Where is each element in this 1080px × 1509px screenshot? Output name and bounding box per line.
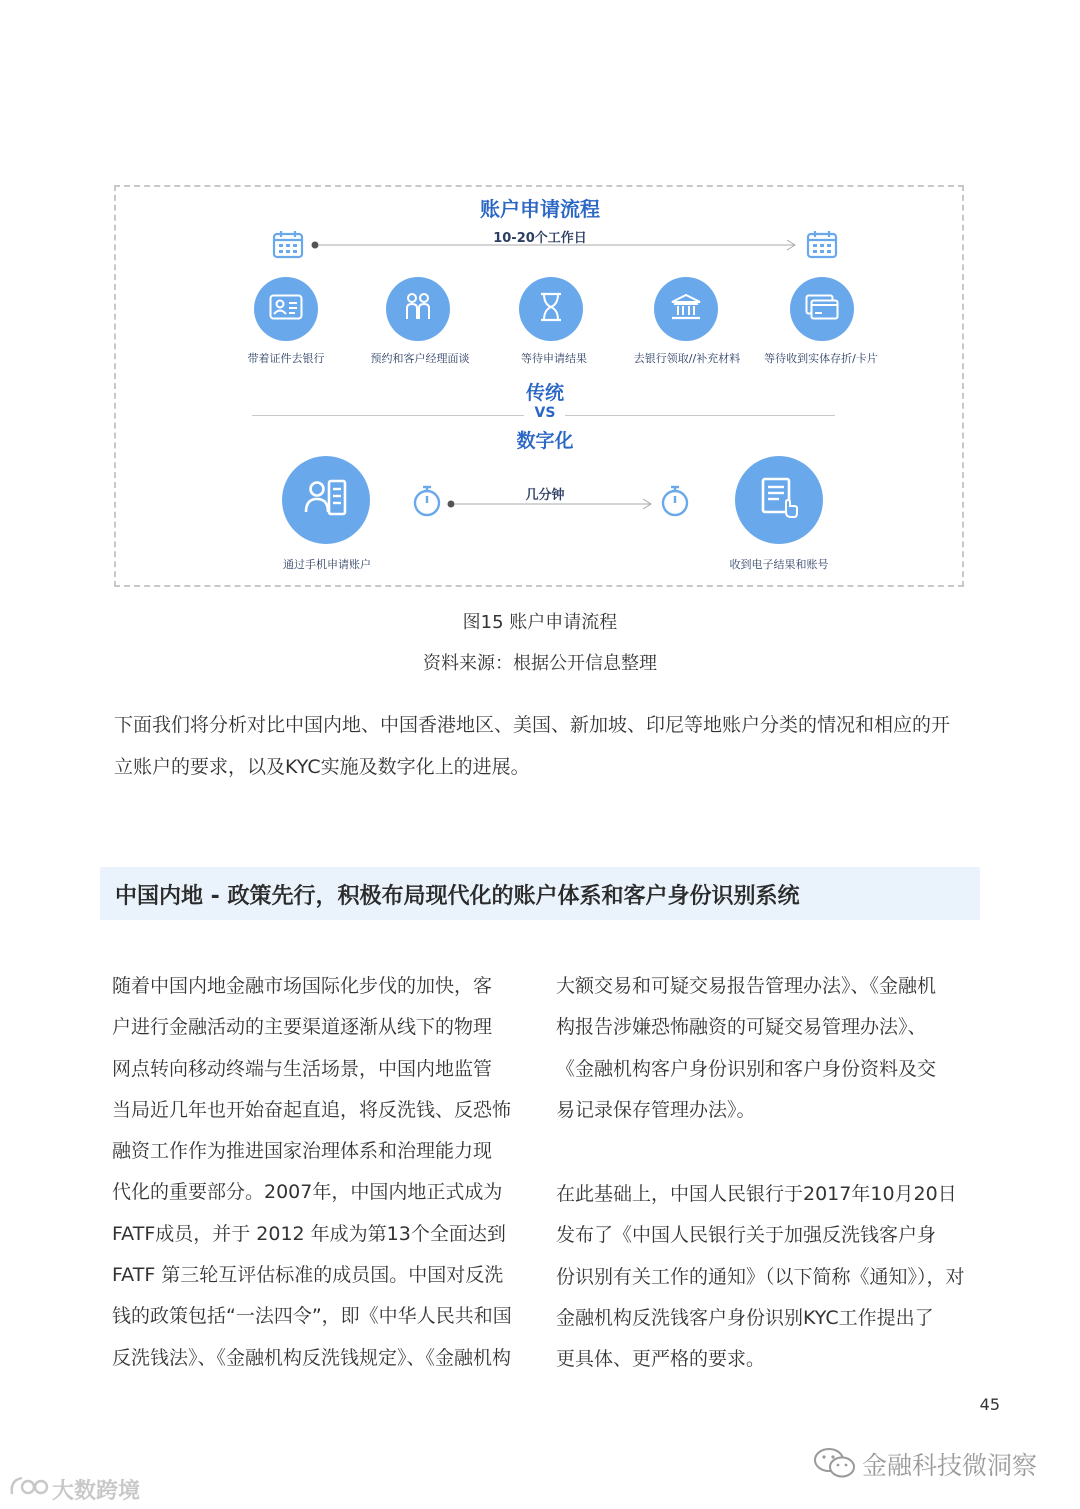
text-line: FATF成员，并于 2012 年成为第13个全面达到 (112, 1222, 506, 1245)
text-line: 在此基础上，中国人民银行于2017年10月20日 (556, 1183, 957, 1205)
text-line: 代化的重要部分。2007年，中国内地正式成为 (112, 1181, 503, 1204)
step-circle-people (386, 277, 450, 341)
hourglass-icon (539, 292, 563, 326)
figure-source: 资料来源：根据公开信息整理 (423, 653, 657, 674)
watermark-left: 大数跨境 (52, 1479, 141, 1504)
traditional-label: 传统 (525, 382, 564, 404)
step-circle-card (790, 277, 854, 341)
vs-divider-left (252, 415, 524, 416)
stopwatch-end-icon (660, 485, 690, 521)
step-circle-hourglass (519, 277, 583, 341)
text-line: 随着中国内地金融市场国际化步伐的加快，客 (112, 975, 493, 997)
text-line: 更具体、更严格的要求。 (556, 1348, 766, 1371)
step-label-4: 去银行领取//补充材料 (633, 352, 741, 365)
step-circle-id-card (254, 277, 318, 341)
duration-traditional: 10-20个工作日 (493, 231, 587, 246)
page-number: 45 (979, 1395, 1000, 1414)
text-line: 当局近几年也开始奋起直追，将反洗钱、反恐怖 (112, 1098, 512, 1121)
calendar-start-icon (272, 229, 304, 263)
figure-caption: 图15 账户申请流程 (462, 612, 618, 633)
duration-digital: 几分钟 (525, 488, 565, 503)
section-title: 中国内地 - 政策先行，积极布局现代化的账户体系和客户身份识别系统 (115, 884, 800, 909)
text-line: 《金融机构客户身份识别和客户身份资料及交 (556, 1057, 937, 1080)
vs-divider-right (565, 415, 835, 416)
text-line: 构报告涉嫌恐怖融资的可疑交易管理办法》、 (556, 1016, 927, 1039)
people-icon (402, 292, 434, 326)
calendar-end-icon (806, 229, 838, 263)
step-label-3: 等待申请结果 (521, 352, 587, 365)
text-line: 大额交易和可疑交易报告管理办法》、《金融机 (556, 975, 937, 997)
digital-step-circle-document (735, 456, 823, 544)
text-line: 钱的政策包括“一法四令”，即《中华人民共和国 (112, 1305, 512, 1328)
digital-step-label-2: 收到电子结果和账号 (729, 558, 829, 571)
text-line: 反洗钱法》、《金融机构反洗钱规定》、《金融机构 (112, 1346, 512, 1369)
step-label-5: 等待收到实体存折/卡片 (764, 352, 878, 365)
right-column-paragraph-1 (556, 966, 968, 1131)
bank-icon (670, 293, 702, 325)
text-line: 网点转向移动终端与生活场景，中国内地监管 (112, 1057, 493, 1080)
text-line: 发布了《中国人民银行关于加强反洗钱客户身 (556, 1224, 937, 1247)
vs-label: VS (534, 405, 556, 421)
text-line: 融资工作作为推进国家治理体系和治理能力现 (112, 1140, 493, 1163)
id-card-icon (269, 294, 303, 324)
left-column (112, 966, 522, 1379)
step-circle-bank (654, 277, 718, 341)
digital-step-circle-profile (282, 456, 370, 544)
step-label-1: 带着证件去银行 (247, 352, 325, 365)
wechat-icon (812, 1446, 858, 1484)
text-line: 易记录保存管理办法》。 (556, 1098, 756, 1121)
section-header (100, 867, 980, 920)
intro-line: 下面我们将分析对比中国内地、中国香港地区、美国、新加坡、印尼等地账户分类的情况和相应的开 (114, 714, 951, 736)
document-touch-icon (759, 476, 799, 524)
step-label-2: 预约和客户经理面谈 (370, 352, 470, 365)
user-profile-icon (303, 478, 349, 522)
right-column-paragraph-2 (556, 1174, 968, 1380)
text-line: FATF 第三轮互评估标准的成员国。中国对反洗 (112, 1264, 504, 1287)
digital-label: 数字化 (516, 430, 574, 452)
text-line: 金融机构反洗钱客户身份识别KYC工作提出了 (556, 1306, 934, 1329)
digital-step-label-1: 通过手机申请账户 (283, 558, 371, 571)
figure-title: 账户申请流程 (480, 197, 600, 221)
watermark-logo-icon (8, 1472, 50, 1506)
card-icon (805, 294, 839, 324)
watermark-right: 金融科技微洞察 (862, 1451, 1038, 1480)
stopwatch-start-icon (412, 485, 442, 521)
text-line: 户进行金融活动的主要渠道逐渐从线下的物理 (112, 1016, 493, 1039)
intro-line: 立账户的要求，以及KYC实施及数字化上的进展。 (114, 755, 530, 778)
intro-paragraph (114, 705, 974, 788)
text-line: 份识别有关工作的通知》（以下简称《通知》），对 (556, 1265, 965, 1288)
